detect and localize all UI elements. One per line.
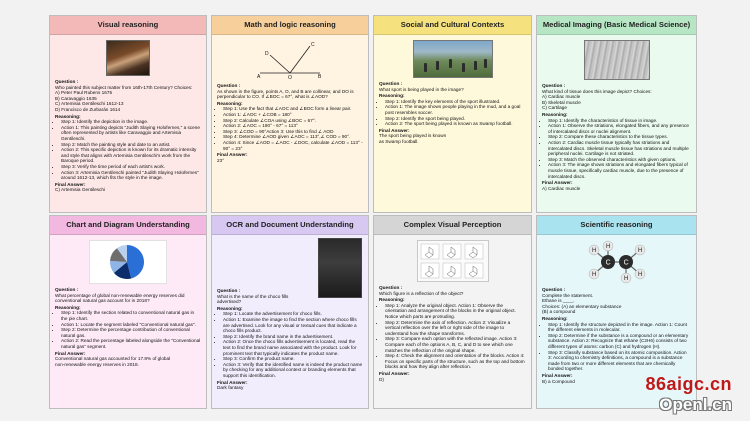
reasoning-step: • Step 2: Match the painting style and date to an artist. xyxy=(61,142,201,148)
final-answer-label: Final Answer: xyxy=(217,379,248,385)
reasoning-step: • Step 4: Check the alignment and orientation of the blocks. Action 4: Focus on specific parts of the structure, such as the top and bottom blocks and how they align after reflection. xyxy=(385,353,526,370)
reasoning-step: • Action 2: The sport being played is known as Swamp football. xyxy=(385,121,526,127)
panel-title: Scientific reasoning xyxy=(537,216,696,235)
reasoning-step: • Step 2: Identify the brand name in the advertisement. xyxy=(223,334,363,340)
reasoning-step: • Action 2: Cardiac muscle tissue typically has striations and intercalated discs. Skeletal muscle tissue has striations and multiple peripheral nuclei. Cartilage is not striated. xyxy=(548,140,691,157)
panel-title: Medical Imaging (Basic Medical Science) xyxy=(537,16,696,35)
reasoning-step: • Step 2: Identify the sport being played. xyxy=(385,116,526,122)
final-answer-label: Final Answer: xyxy=(379,127,410,133)
swamp-football-photo xyxy=(413,40,493,78)
reasoning-label: Reasoning: xyxy=(217,305,243,311)
painting-image xyxy=(106,40,150,76)
panel-chart-diagram xyxy=(49,215,207,409)
reasoning-steps xyxy=(217,311,363,378)
reasoning-step: • Step 1: Identify the depiction in the image. xyxy=(61,119,201,125)
panel-body xyxy=(374,235,531,382)
question-label: Question : xyxy=(379,81,403,86)
puzzle-option-box xyxy=(421,263,439,278)
question-text: Who painted this subject matter from 16th-17th Century? Choices: A) Peter Paul Rubens 1675 B) Caravaggio 1635 C) Artemisia Gentileschi 1612-13 D) Francisco de Zurbarán 1614 xyxy=(55,84,193,112)
reasoning-label: Reasoning: xyxy=(379,93,405,99)
reasoning-step: • Action 2: Once the choco fills advertisement is located, read the text to find the brand name associated with the product. Look for prominent text that typically indicates the product name. xyxy=(223,339,363,356)
reasoning-step: • Step 3: Compare each option with the reflected image. Action 3: Compare each of the options A, B, C, and D to see which one matches the reflection of the original shape. xyxy=(385,336,526,353)
panel-title: Visual reasoning xyxy=(50,16,206,35)
ethane-molecule-figure xyxy=(582,240,652,284)
final-answer-label: Final Answer: xyxy=(217,152,248,158)
hydrogen-label: H xyxy=(591,248,596,254)
player-figure xyxy=(449,59,452,68)
reasoning-steps xyxy=(217,106,363,151)
advertisement-book-image xyxy=(318,238,362,298)
reasoning-step: • Action 1: Examine the image to find the section where choco fills are advertised. Look for any visual or textual cues that indicate a choco fills product. xyxy=(223,317,363,334)
panel-title: Math and logic reasoning xyxy=(212,16,368,35)
puzzle-option-box xyxy=(443,263,461,278)
reasoning-step: • Step 2: Determine the percentage contribution of conventional natural gas. xyxy=(61,327,201,338)
question-label: Question : xyxy=(542,287,566,292)
reasoning-step: • Step 1: Use the fact that ∠AOC and ∠BOC form a linear pair. xyxy=(223,106,363,112)
reasoning-label: Reasoning: xyxy=(217,100,243,106)
final-answer-text: Dark fantasy xyxy=(217,385,244,391)
panel-body xyxy=(50,35,206,193)
puzzle-option-box xyxy=(465,244,483,259)
hydrogen-label: H xyxy=(623,276,628,282)
reasoning-steps xyxy=(542,322,691,372)
final-answer-text: B) a Compound xyxy=(542,378,575,384)
reasoning-steps xyxy=(55,119,201,181)
final-answer-label: Final Answer: xyxy=(55,181,86,187)
reasoning-step: • Step 4: Determine ∠AOD given ∠AOC = 113°,∠ COD = 90°. xyxy=(223,134,363,140)
hydrogen-label: H xyxy=(605,244,610,250)
reasoning-step: • Step 1: Identify the characteristics of tissue in image. xyxy=(548,118,691,124)
reasoning-step: • Action 3: The image shows striations and elongated fibers typical of muscle tissue, specifically cardiac muscle, due to the presence of intercalated discs. xyxy=(548,162,691,179)
question-label: Question : xyxy=(55,287,79,292)
question-label: Question : xyxy=(542,83,566,88)
point-label-a: A xyxy=(257,74,261,80)
reasoning-step: • Action 3: Verify that the identified name is indeed the product name by checking for any additional context or branding elements that support this identification. xyxy=(223,362,363,379)
hydrogen-label: H xyxy=(591,272,596,278)
final-answer-text: The sport being played is known as Swamp football. xyxy=(379,133,447,144)
point-label-c: C xyxy=(311,42,315,48)
panel-ocr-document xyxy=(211,215,369,409)
hydrogen-label: H xyxy=(637,248,642,254)
panel-text xyxy=(217,288,363,391)
watermark xyxy=(645,374,732,415)
ray-oc xyxy=(290,46,310,73)
hydrogen-label: H xyxy=(637,272,642,278)
question-label: Question : xyxy=(217,83,241,88)
reasoning-step: • Action 2: ∠AOC = 180° - 67° = 113° xyxy=(223,123,363,129)
panel-math-logic xyxy=(211,15,369,213)
panel-body xyxy=(212,35,368,163)
reasoning-step: • Step 1: Locate the advertisement for choco fills. xyxy=(223,311,363,317)
player-figure xyxy=(474,61,477,70)
carbon-label: C xyxy=(623,259,629,267)
reasoning-label: Reasoning: xyxy=(542,111,568,117)
puzzle-option xyxy=(465,244,483,259)
puzzle-option xyxy=(465,263,483,278)
question-text: Which figure is a reflection of the object? xyxy=(379,290,464,296)
player-figure xyxy=(424,63,427,72)
puzzle-option xyxy=(443,263,461,278)
reasoning-step: • Action 2: Read the percentage labeled alongside the "Conventional natural gas" segment. xyxy=(61,338,201,349)
question-text: What kind of tissue does this image depict? Choices: A) Cardiac muscle B) Skeletal muscle C) Cartilage xyxy=(542,88,652,111)
puzzle-option-box xyxy=(443,244,461,259)
panel-title: Social and Cultural Contexts xyxy=(374,16,531,35)
panel-body xyxy=(537,35,696,191)
puzzle-option xyxy=(421,263,439,278)
reasoning-step: • Step 3: Confirm the product name. xyxy=(223,356,363,362)
reasoning-step: • Step 3: Verify the time period of each artist's work. xyxy=(61,164,201,170)
reasoning-step: • Action 2: This specific depiction is known for its dramatic intensity and style that aligns with Artemisia Gentileschi's work from the Baroque period. xyxy=(61,147,201,164)
watermark-line-1: 86aigc.cn xyxy=(645,374,732,394)
panel-body xyxy=(374,35,531,145)
panel-body xyxy=(537,235,696,384)
reasoning-steps xyxy=(379,303,526,370)
question-label: Question : xyxy=(379,285,403,290)
puzzle-option-box xyxy=(465,263,483,278)
final-answer-label: Final Answer: xyxy=(542,372,573,378)
panel-title: Chart and Diagram Understanding xyxy=(50,216,206,235)
panel-social-cultural xyxy=(373,15,532,213)
question-text: What is the name of the choco fills advertised? xyxy=(217,293,289,305)
point-label-b: B xyxy=(318,74,322,80)
reasoning-step: • Step 1: Identify the key elements of the sport illustrated. xyxy=(385,99,526,105)
question-text: What sport is being played in the image? xyxy=(379,86,464,92)
reasoning-steps xyxy=(542,118,691,180)
reasoning-step: • Action 1: Locate the segment labeled "Conventional natural gas". xyxy=(61,322,201,328)
reasoning-step: • Step 2: Determine if the substance is a compound or an elementary substance. Action 2: Recognize that ethane (C2H6) consists of two different types of atoms: carbon (C) and hydrogen (H). xyxy=(548,333,691,350)
pie-chart-thumbnail xyxy=(89,240,167,284)
panel-visual-reasoning xyxy=(49,15,207,213)
reasoning-step: • Step 3: ∠COD = 90°Action 3: Use this to find ∠ AOD xyxy=(223,129,363,135)
reasoning-label: Reasoning: xyxy=(542,315,568,321)
final-answer-label: Final Answer: xyxy=(379,370,410,376)
reasoning-step: • Action 1: Observe the striations, elongated fibers, and any presence of intercalated discs or nuclei alignment. xyxy=(548,123,691,134)
reflection-puzzle-figure xyxy=(417,240,489,282)
reasoning-step: • Step 3: Classify substance based on its atomic composition. Action 3: According to chemistry definitions, a compound is a substance made from two or more different elements that are chemically bonded together. xyxy=(548,350,691,372)
question-text: Complete the statement. Ethane is ____. Choices: (A) an elementary substance (B) a compound xyxy=(542,292,622,315)
question-text: As shown in the figure, points A, O, and B are collinear, and DO is perpendicular to CO. If ∠BOC = 67°, what is ∠AOD? xyxy=(217,88,354,100)
final-answer-text: D) xyxy=(379,376,384,382)
point-label-o: O xyxy=(288,75,292,80)
panel-medical-imaging xyxy=(536,15,697,213)
final-answer-label: Final Answer: xyxy=(55,350,86,356)
panel-title: Complex Visual Perception xyxy=(374,216,531,235)
reasoning-step: • Step 1: Analyze the original object. Action 1: Observe the orientation and arrangement of the blocks in the original object. Notice which parts are protruding. xyxy=(385,303,526,320)
reasoning-label: Reasoning: xyxy=(379,297,405,303)
puzzle-option xyxy=(443,244,461,259)
question-label: Question : xyxy=(55,79,79,84)
ray-od xyxy=(270,55,290,73)
tissue-micrograph xyxy=(584,40,650,80)
reasoning-steps xyxy=(55,310,201,349)
geometry-figure xyxy=(254,40,326,80)
puzzle-option xyxy=(421,244,439,259)
player-figure xyxy=(484,59,487,68)
reasoning-step: • Step 3: Match the observed characteristics with given options. xyxy=(548,157,691,163)
panel-title: OCR and Document Understanding xyxy=(212,216,368,235)
final-answer-text: A) Cardiac muscle xyxy=(542,185,581,191)
final-answer-label: Final Answer: xyxy=(542,180,573,186)
reasoning-step: • Step 1: Identify the structure depicted in the image. Action 1: Count the different elements in molecular. xyxy=(548,322,691,333)
reasoning-step: • Step 2: Compare these characteristics to the tissue types. xyxy=(548,134,691,140)
question-label: Question : xyxy=(217,288,241,293)
reasoning-label: Reasoning: xyxy=(55,304,81,310)
reasoning-step: • Step 2: Calculate ∠COA using ∠BOC = 67°. xyxy=(223,118,363,124)
final-answer-text: 23° xyxy=(217,157,225,163)
final-answer-text: C) Artemisia Gentileschi xyxy=(55,187,106,193)
reasoning-label: Reasoning: xyxy=(55,113,81,119)
point-label-d: D xyxy=(265,51,269,57)
watermark-line-2: Openl.cn xyxy=(659,395,732,414)
final-answer-text: Conventional natural gas accounted for 17.8% of global non-renewable energy reserves in 2018. xyxy=(55,356,171,367)
reasoning-step: • Action 1: The image shows people playing in the mud, and a goal post resembles soccer. xyxy=(385,104,526,115)
panel-body xyxy=(50,235,206,367)
reasoning-step: • Action 1: ∠AOC + ∠COB = 180° xyxy=(223,112,363,118)
player-figure xyxy=(436,61,439,70)
reasoning-step: • Action 4: Since ∠AOD = ∠AOC - ∠DOC, calculate ∠AOD = 113° - 90° = 23° xyxy=(223,140,363,151)
carbon-label: C xyxy=(605,259,611,267)
panel-complex-visual xyxy=(373,215,532,409)
reasoning-steps xyxy=(379,99,526,127)
reasoning-step: • Action 3: Artemisia Gentileschi painted "Judith Slaying Holofernes" around 1612-13, which fits the style in the image. xyxy=(61,170,201,181)
question-text: What percentage of global non-renewable energy reserves did conventional natural gas account for in 2018? xyxy=(55,292,185,304)
panel-body xyxy=(212,235,368,391)
reasoning-step: • Action 1: This painting depicts "Judith Slaying Holofernes," a scene often represented by artists like Caravaggio and Artemisia Gentileschi. xyxy=(61,125,201,142)
player-figure xyxy=(462,63,465,72)
puzzle-option-box xyxy=(421,244,439,259)
reasoning-step: • Step 1: Identify the section related to conventional natural gas in the pie chart. xyxy=(61,310,201,321)
reasoning-step: • Step 2: Determine the axis of reflection. Action 2: Visualize a vertical reflection over the left or right side of the image to understand how the shape transforms. xyxy=(385,320,526,337)
